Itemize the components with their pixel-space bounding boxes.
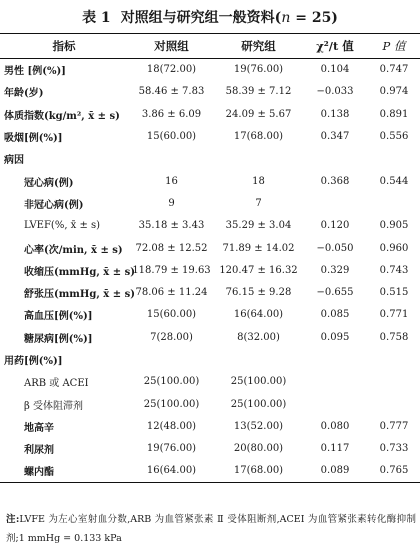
footnote-label: 注: [6, 514, 20, 525]
table-row [0, 326, 420, 348]
table-title-n: n [281, 10, 291, 26]
stat-value: 0.347 [320, 131, 350, 143]
table-row [0, 304, 420, 326]
study-group-value: 71.89 ± 14.02 [222, 242, 295, 254]
table-row [0, 148, 420, 170]
p-value: 0.556 [379, 131, 409, 143]
control-group-value: 58.46 ± 7.83 [138, 86, 205, 98]
table-row [0, 125, 420, 147]
p-value: 0.960 [379, 242, 409, 254]
table-row [0, 393, 420, 415]
row-label: ARB 或 ACEI [24, 378, 89, 390]
stat-value: 0.329 [320, 264, 350, 276]
stat-value: 0.104 [320, 64, 350, 76]
row-label: 男性 [例(%)] [4, 66, 66, 78]
study-group-value: 19(76.00) [233, 64, 284, 76]
table-row [0, 237, 420, 259]
stat-value: −0.655 [316, 287, 354, 299]
study-group-value: 25(100.00) [230, 376, 287, 388]
study-group-value: 13(52.00) [233, 420, 284, 432]
study-group-value: 120.47 ± 16.32 [219, 264, 298, 276]
row-label: 吸烟[例(%)] [4, 133, 63, 145]
study-group-value: 17(68.00) [215, 460, 302, 482]
header-control-group: 对照组 [128, 34, 215, 59]
table-row [0, 460, 420, 482]
p-value: 0.777 [379, 420, 409, 432]
stat-value [302, 148, 368, 170]
control-group-value [128, 148, 215, 170]
study-group-value: 8(32.00) [237, 331, 280, 343]
stat-value: 0.095 [320, 331, 350, 343]
table-title-n-value: = 25) [290, 10, 338, 26]
table-row [0, 281, 420, 303]
stat-value [302, 393, 368, 415]
control-group-value: 72.08 ± 12.52 [135, 242, 208, 254]
study-group-value: 18 [252, 175, 265, 187]
p-value [368, 393, 420, 415]
table-row [0, 59, 420, 81]
control-group-value [128, 348, 215, 370]
table-footnote [6, 510, 416, 548]
study-group-value: 35.29 ± 3.04 [225, 220, 292, 232]
table-header-row [0, 34, 420, 59]
study-group-value: 76.15 ± 9.28 [225, 287, 292, 299]
p-value: 0.765 [368, 460, 420, 482]
row-label: 螺内酯 [0, 460, 128, 482]
p-value: 0.515 [379, 287, 409, 299]
table-row [0, 215, 420, 237]
control-group-value: 16(64.00) [128, 460, 215, 482]
row-label: 心率(次/min, x̄ ± s) [24, 244, 123, 256]
row-label: 体质指数(kg/m², x̄ ± s) [4, 110, 120, 122]
study-group-value: 20(80.00) [233, 443, 284, 455]
table-title [0, 7, 420, 29]
header-indicator: 指标 [0, 34, 128, 59]
table-row [0, 259, 420, 281]
table-row [0, 81, 420, 103]
row-label: 利尿剂 [24, 445, 54, 457]
control-group-value: 118.79 ± 19.63 [132, 264, 211, 276]
p-value [368, 371, 420, 393]
p-value [368, 348, 420, 370]
p-value [368, 148, 420, 170]
control-group-value: 25(100.00) [143, 398, 200, 410]
p-value: 0.544 [379, 175, 409, 187]
p-value [368, 192, 420, 214]
p-value: 0.891 [379, 108, 409, 120]
control-group-value: 12(48.00) [146, 420, 197, 432]
control-group-value: 16 [165, 175, 178, 187]
row-label: 病因 [4, 155, 24, 167]
stat-value: 0.368 [320, 175, 350, 187]
row-label: 糖尿病[例(%)] [24, 333, 93, 345]
row-label: 年龄(岁) [4, 88, 44, 100]
stat-value [302, 348, 368, 370]
baseline-table [0, 33, 420, 483]
data-table [0, 33, 420, 483]
table-row [0, 170, 420, 192]
stat-value: 0.120 [320, 220, 350, 232]
row-label: 收缩压(mmHg, x̄ ± s) [24, 266, 135, 278]
header-study-group: 研究组 [215, 34, 302, 59]
row-label: 舒张压(mmHg, x̄ ± s) [24, 289, 135, 301]
header-p-value: P 值 [368, 34, 420, 59]
stat-value: 0.080 [320, 420, 350, 432]
control-group-value: 15(60.00) [146, 131, 197, 143]
control-group-value: 7(28.00) [150, 331, 193, 343]
table-body [0, 59, 420, 483]
p-value: 0.747 [379, 64, 409, 76]
table-row [0, 348, 420, 370]
row-label: 地高辛 [24, 422, 54, 434]
stat-value: 0.089 [302, 460, 368, 482]
stat-value: −0.050 [316, 242, 354, 254]
control-group-value: 9 [168, 197, 175, 209]
table-row [0, 415, 420, 437]
control-group-value: 25(100.00) [143, 376, 200, 388]
study-group-value: 24.09 ± 5.67 [225, 108, 292, 120]
table-row [0, 438, 420, 460]
study-group-value: 7 [255, 197, 262, 209]
p-value: 0.974 [379, 86, 409, 98]
table-number: 表 1 [82, 10, 111, 26]
control-group-value: 15(60.00) [146, 309, 197, 321]
p-value: 0.758 [379, 331, 409, 343]
row-label: 用药[例(%)] [4, 356, 63, 367]
control-group-value: 3.86 ± 6.09 [141, 108, 202, 120]
row-label: 冠心病(例) [24, 177, 74, 189]
table-title-text: 对照组与研究组一般资料( [120, 10, 282, 26]
footnote-text: LVFE 为左心室射血分数,ARB 为血管紧张素 Ⅱ 受体阻断剂,ACEI 为血管紧张素转化酶抑制剂;1 mmHg = 0.133 kPa [6, 514, 416, 544]
p-value: 0.743 [379, 264, 409, 276]
control-group-value: 35.18 ± 3.43 [138, 220, 205, 232]
stat-value: −0.033 [316, 86, 354, 98]
control-group-value: 18(72.00) [146, 64, 197, 76]
study-group-value: 16(64.00) [233, 309, 284, 321]
row-label: LVEF(%, x̄ ± s) [24, 220, 101, 232]
stat-value: 0.138 [320, 108, 350, 120]
row-label: β 受体阻滞剂 [24, 400, 83, 412]
p-value: 0.905 [379, 220, 409, 232]
header-stat-value: χ²/t 值 [302, 34, 368, 59]
study-group-value: 58.39 ± 7.12 [225, 86, 292, 98]
row-label: 非冠心病(例) [24, 199, 84, 211]
p-value: 0.771 [379, 309, 409, 321]
row-label: 高血压[例(%)] [24, 311, 93, 323]
stat-value: 0.117 [320, 443, 350, 455]
control-group-value: 19(76.00) [146, 443, 197, 455]
study-group-value: 25(100.00) [230, 398, 287, 410]
table-row [0, 103, 420, 125]
stat-value: 0.085 [320, 309, 350, 321]
table-row [0, 192, 420, 214]
p-value: 0.733 [379, 443, 409, 455]
control-group-value: 78.06 ± 11.24 [135, 287, 208, 299]
study-group-value [215, 348, 302, 370]
table-row [0, 371, 420, 393]
stat-value [302, 192, 368, 214]
stat-value [302, 371, 368, 393]
study-group-value: 17(68.00) [233, 131, 284, 143]
study-group-value [215, 148, 302, 170]
